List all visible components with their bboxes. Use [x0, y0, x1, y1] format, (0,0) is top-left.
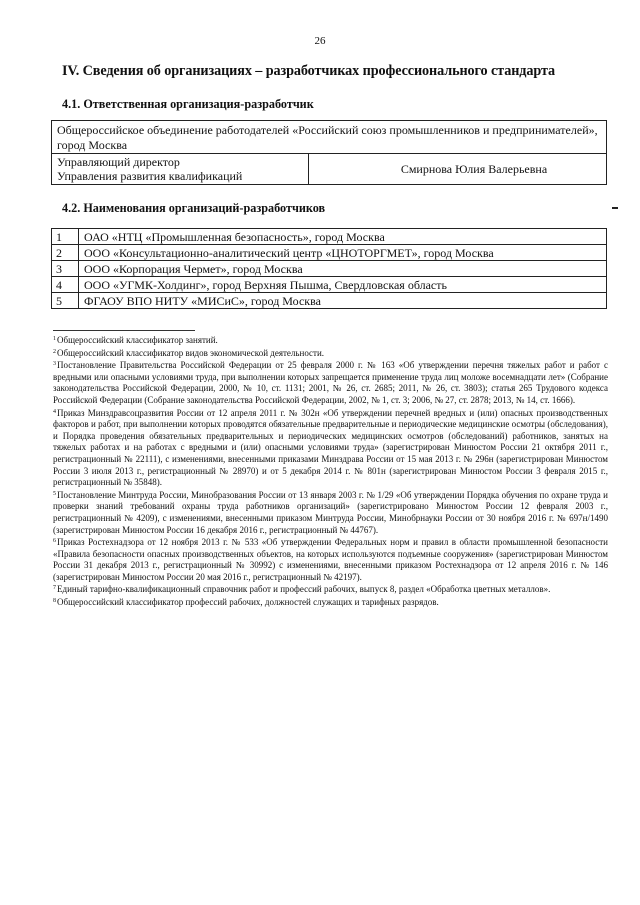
section-title: IV. Сведения об организациях – разработчиках профессионального стандарта: [62, 63, 555, 79]
footnote-text: Общероссийский классификатор занятий.: [57, 335, 218, 345]
table-row: [52, 245, 607, 261]
footnote-mark: 2: [53, 348, 56, 355]
position-cell: [52, 154, 309, 185]
organization-name: ОАО «НТЦ «Промышленная безопасность», город Москва: [79, 229, 607, 245]
footnote-text: Постановление Минтруда России, Минобразования России от 13 января 2003 г. № 1/29 «Об утверждении Порядка обучения по охране труда и проверки знаний требований охраны труда работников организаций» (зарегистрировано Минюстом России 12 февраля 2003 г., регистрационный № 4209), с изменениями, внесенными приказом Минтруда России, Минобрнауки России от 30 ноября 2016 г. № 697н/1490 (зарегистрирован Минюстом России 16 декабря 2016 г., регистрационный № 44767).: [53, 489, 608, 535]
footnote: [53, 407, 608, 489]
table-row: [52, 154, 607, 185]
organization-name: ООО «Корпорация Чермет», город Москва: [79, 261, 607, 277]
row-number: 5: [52, 293, 79, 309]
organization-name: ФГАОУ ВПО НИТУ «МИСиС», город Москва: [79, 293, 607, 309]
footnote-text: Общероссийский классификатор видов экономической деятельности.: [57, 347, 325, 358]
row-number: 1: [52, 229, 79, 245]
footnote-mark: 5: [53, 490, 56, 497]
footnote-text: Постановление Правительства Российской Федерации от 25 февраля 2000 г. № 163 «Об утверждении перечня тяжелых работ и работ с вредными или опасными условиями труда, при выполнении которых запрещается применение труда лиц моложе восемнадцати лет» (Собрание законодательства Российской Федерации, 2000, № 10, ст. 1131; 2001, № 26, ст. 2685; 2011, № 26, ст. 3803); статья 265 Трудового кодекса Российской Федерации (Собрание законодательства Российской Федерации, 2002, № 1, ст. 3; 2006, № 27, ст. 2878; 2013, № 14, ст. 1666).: [53, 360, 608, 405]
footnote-mark: 4: [53, 408, 56, 415]
footnote-text: Единый тарифно-квалификационный справочник работ и профессий рабочих, выпуск 8, раздел «Обработка цветных металлов».: [57, 584, 551, 595]
table-row: [52, 277, 607, 293]
organization-name: ООО «Консультационно-аналитический центр «ЦНОТОРГМЕТ», город Москва: [79, 245, 607, 261]
footnote-mark: 8: [53, 598, 56, 605]
footnote-mark: 7: [53, 585, 56, 592]
footnote-separator: [53, 330, 195, 331]
table-row: [52, 121, 607, 154]
margin-mark: [612, 207, 618, 209]
responsible-organization-table: [51, 120, 607, 185]
person-name-cell: Смирнова Юлия Валерьевна: [309, 154, 607, 185]
footnote: [53, 334, 608, 347]
position-line: Управления развития квалификаций: [57, 169, 243, 183]
position-line: Управляющий директор: [57, 154, 180, 169]
table-row: [52, 229, 607, 245]
footnote: [53, 583, 608, 596]
footnote: [53, 347, 608, 360]
page-number: 26: [314, 35, 326, 47]
footnote-text: Общероссийский классификатор профессий рабочих, должностей служащих и тарифных разрядов.: [57, 597, 439, 608]
table-row: [52, 293, 607, 309]
organization-name-cell: Общероссийское объединение работодателей «Российский союз промышленников и предпринимателей», город Москва: [52, 121, 607, 154]
footnote-mark: 3: [53, 361, 56, 368]
footnote: [53, 596, 608, 609]
organization-name: ООО «УГМК-Холдинг», город Верхняя Пышма, Свердловская область: [79, 277, 607, 293]
row-number: 2: [52, 245, 79, 261]
subsection-title-responsible: 4.1. Ответственная организация-разработчик: [62, 97, 314, 111]
footnote-mark: 1: [53, 336, 56, 342]
footnotes: [53, 334, 608, 609]
subsection-title-developers: 4.2. Наименования организаций-разработчиков: [62, 201, 326, 215]
footnote: [53, 359, 608, 406]
table-row: [52, 261, 607, 277]
footnote: [53, 536, 608, 583]
footnote-text: Приказ Минздравсоцразвития России от 12 апреля 2011 г. № 302н «Об утверждении перечней вредных и (или) опасных производственных факторов и работ, при выполнении которых проводятся обязательные предварительные и периодические медицинские осмотры (обследования), и Порядка проведения обязательных предварительных и периодических медицинских осмотров (обследований) работников, занятых на тяжелых работах и на работах с вредными и (или) опасными условиями труда» (зарегистрирован Минюстом России 21 октября 2011 г., регистрационный № 22111), с изменениями, внесенными приказами Минздрава России от 15 мая 2013 г. № 296н (зарегистрирован Минюстом России 3 июля 2013 г., регистрационный № 28970) и от 5 декабря 2014 г. № 801н (зарегистрирован Минюстом России 3 февраля 2015 г., регистрационный № 35848).: [53, 407, 608, 488]
footnote-text: Приказ Ростехнадзора от 12 ноября 2013 г. № 533 «Об утверждении Федеральных норм и правил в области промышленной безопасности «Правила безопасности опасных производственных объектов, на которых используются подъемные сооружения» (зарегистрирован Минюстом России 31 декабря 2013 г., регистрационный № 30992) с изменениями, внесенными приказом Ростехнадзора от 12 апреля 2016 г. № 146 (зарегистрирован Минюстом России 20 мая 2016 г., регистрационный № 42197).: [53, 537, 608, 582]
footnote-mark: 6: [53, 538, 56, 545]
footnote: [53, 489, 608, 536]
developer-organizations-table: [51, 228, 607, 309]
row-number: 4: [52, 277, 79, 293]
row-number: 3: [52, 261, 79, 277]
